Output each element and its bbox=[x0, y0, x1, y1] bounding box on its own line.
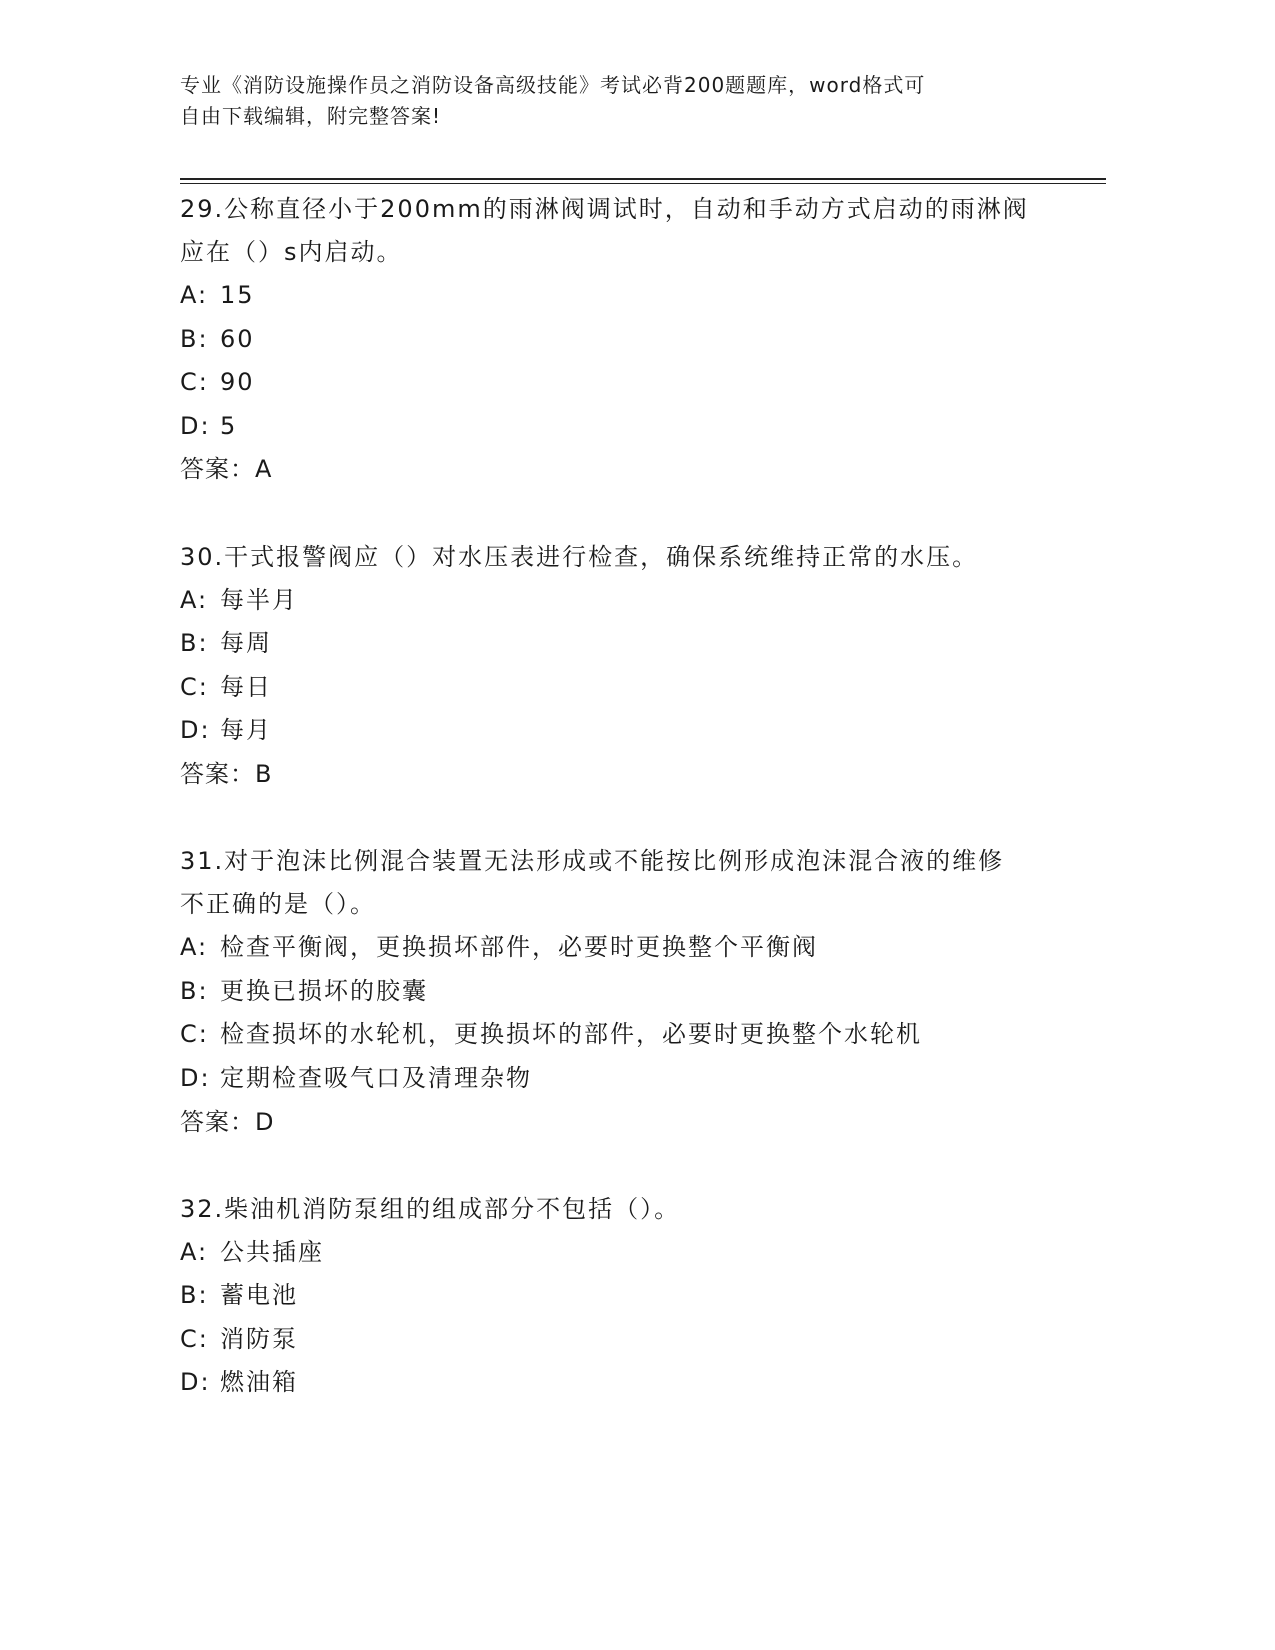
option-d bbox=[180, 709, 1060, 753]
option-letter: B: bbox=[180, 629, 209, 658]
option-text: 检查平衡阀，更换损坏部件，必要时更换整个平衡阀 bbox=[220, 933, 818, 962]
option-text: 60 bbox=[220, 324, 255, 353]
option-c bbox=[180, 1013, 1060, 1057]
option-text: 15 bbox=[220, 281, 255, 309]
option-text: 每日 bbox=[220, 672, 272, 701]
option-text: 蓄电池 bbox=[220, 1281, 298, 1310]
option-text: 每周 bbox=[220, 629, 272, 658]
question-text: 31.对于泡沫比例混合装置无法形成或不能按比例形成泡沫混合液的维修不正确的是（）。 bbox=[180, 847, 1005, 919]
option-letter: C: bbox=[180, 1020, 209, 1049]
answer-value: A bbox=[255, 455, 273, 484]
option-letter: C: bbox=[180, 368, 209, 397]
option-letter: D: bbox=[180, 411, 211, 440]
option-c bbox=[180, 1318, 1060, 1362]
option-text: 燃油箱 bbox=[220, 1368, 298, 1397]
answer-line bbox=[180, 753, 1060, 797]
answer-label: 答案： bbox=[180, 1107, 255, 1136]
option-d bbox=[180, 1057, 1060, 1101]
option-c bbox=[180, 361, 1060, 405]
question-spacer bbox=[180, 1144, 1060, 1188]
option-text: 定期检查吸气口及清理杂物 bbox=[220, 1063, 532, 1092]
option-text: 5 bbox=[220, 411, 238, 440]
document-header bbox=[180, 70, 1040, 132]
option-letter: A: bbox=[180, 281, 209, 309]
option-c bbox=[180, 666, 1060, 710]
header-line-2: 自由下载编辑，附完整答案! bbox=[180, 104, 442, 128]
option-letter: C: bbox=[180, 1324, 209, 1353]
option-d bbox=[180, 405, 1060, 449]
question-spacer bbox=[180, 797, 1060, 841]
header-line-1: 专业《消防设施操作员之消防设备高级技能》考试必背200题题库，word格式可 bbox=[180, 73, 926, 97]
option-d bbox=[180, 1361, 1060, 1405]
option-text: 公共插座 bbox=[220, 1237, 324, 1266]
option-text: 90 bbox=[220, 368, 255, 397]
answer-label: 答案： bbox=[180, 759, 255, 788]
question-text: 30.干式报警阀应（）对水压表进行检查，确保系统维持正常的水压。 bbox=[180, 542, 979, 571]
option-letter: A: bbox=[180, 933, 209, 962]
option-text: 检查损坏的水轮机，更换损坏的部件，必要时更换整个水轮机 bbox=[220, 1020, 922, 1049]
option-b bbox=[180, 1274, 1060, 1318]
option-text: 每半月 bbox=[220, 585, 298, 614]
option-a bbox=[180, 1231, 1060, 1275]
answer-value: D bbox=[255, 1107, 275, 1136]
option-letter: D: bbox=[180, 716, 211, 745]
option-letter: B: bbox=[180, 1281, 209, 1310]
option-b bbox=[180, 318, 1060, 362]
answer-label: 答案： bbox=[180, 455, 255, 484]
question-31 bbox=[180, 840, 1060, 1144]
option-text: 更换已损坏的胶囊 bbox=[220, 976, 428, 1005]
question-29 bbox=[180, 188, 1060, 492]
question-30 bbox=[180, 536, 1060, 797]
question-text: 29.公称直径小于200mm的雨淋阀调试时，自动和手动方式启动的雨淋阀应在（）s内启动。 bbox=[180, 195, 1029, 266]
header-divider-thick bbox=[180, 178, 1106, 180]
option-a bbox=[180, 274, 1060, 318]
question-spacer bbox=[180, 492, 1060, 536]
option-text: 消防泵 bbox=[220, 1324, 298, 1353]
answer-line bbox=[180, 1101, 1060, 1145]
option-letter: A: bbox=[180, 1237, 209, 1266]
question-list bbox=[180, 188, 1060, 1405]
answer-value: B bbox=[255, 759, 273, 788]
option-letter: D: bbox=[180, 1063, 211, 1092]
option-b bbox=[180, 622, 1060, 666]
option-a bbox=[180, 579, 1060, 623]
option-letter: D: bbox=[180, 1368, 211, 1397]
header-divider-thin bbox=[180, 183, 1106, 184]
option-a bbox=[180, 926, 1060, 970]
answer-line bbox=[180, 448, 1060, 492]
option-letter: A: bbox=[180, 585, 209, 614]
question-text: 32.柴油机消防泵组的组成部分不包括（）。 bbox=[180, 1194, 681, 1223]
option-letter: B: bbox=[180, 324, 209, 353]
option-text: 每月 bbox=[220, 716, 272, 745]
question-32 bbox=[180, 1188, 1060, 1405]
option-letter: C: bbox=[180, 672, 209, 701]
option-letter: B: bbox=[180, 976, 209, 1005]
option-b bbox=[180, 970, 1060, 1014]
